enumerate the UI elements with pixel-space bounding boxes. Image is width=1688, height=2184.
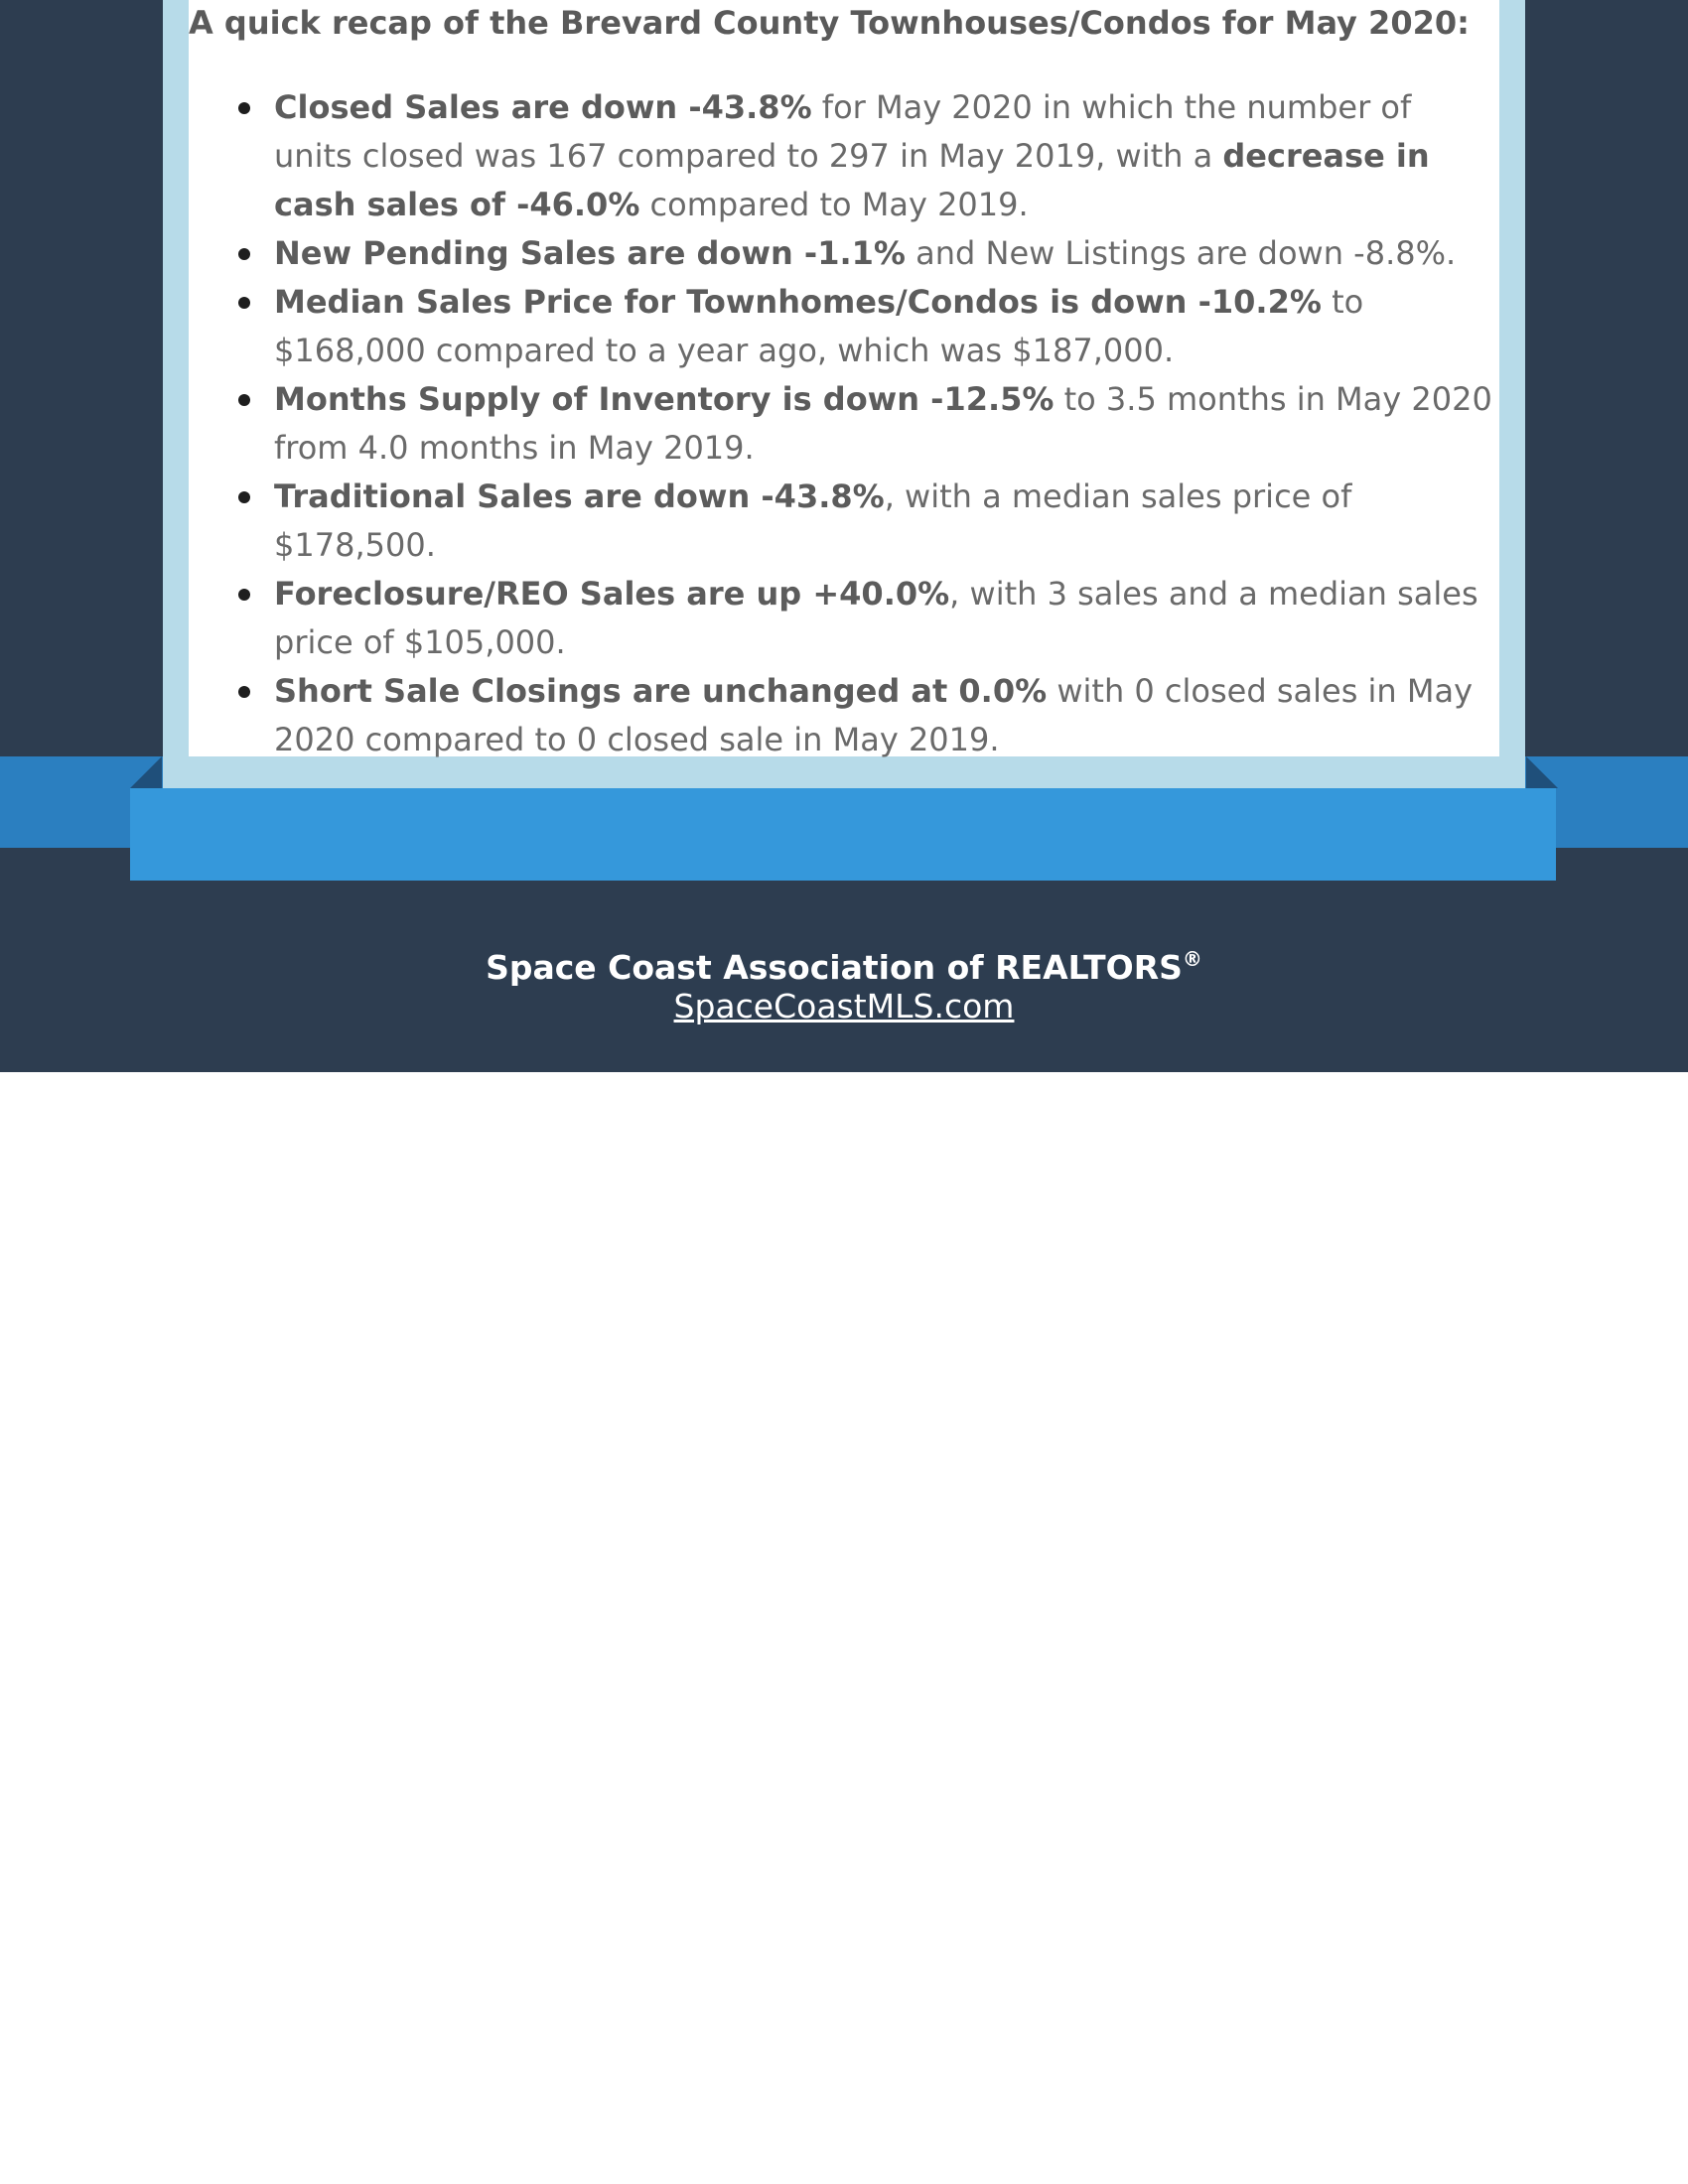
bullet-dot-icon <box>238 491 250 503</box>
footer-org-name <box>0 937 1688 990</box>
ribbon-fold-left <box>130 756 162 788</box>
body-text: , with a median sales price of $178,500. <box>274 478 1352 564</box>
highlight-text: Median Sales Price for Townhomes/Condos is down -10.2% <box>274 283 1322 321</box>
body-text: to $168,000 compared to a year ago, which was $187,000. <box>274 283 1364 369</box>
recap-bullet-item <box>232 278 1498 375</box>
bullet-dot-icon <box>238 248 250 260</box>
website-link[interactable]: SpaceCoastMLS.com <box>673 987 1015 1025</box>
recap-bullet-item <box>232 375 1498 473</box>
body-text: and New Listings are down -8.8%. <box>905 234 1457 272</box>
body-text: to 3.5 months in May 2020 from 4.0 months in May 2019. <box>274 380 1492 467</box>
recap-bullet-item <box>232 473 1498 570</box>
bullet-dot-icon <box>238 297 250 309</box>
highlight-text: Foreclosure/REO Sales are up +40.0% <box>274 575 950 613</box>
ribbon-banner <box>130 788 1556 881</box>
highlight-text: Short Sale Closings are unchanged at 0.0% <box>274 672 1048 710</box>
bullet-dot-icon <box>238 102 250 114</box>
body-text: with 0 closed sales in May 2020 compared to 0 closed sale in May 2019. <box>274 672 1474 758</box>
highlight-text: Traditional Sales are down -43.8% <box>274 478 885 515</box>
org-name-text: Space Coast Association of REALTORS <box>486 948 1183 987</box>
recap-list <box>232 83 1498 764</box>
highlight-text: Months Supply of Inventory is down -12.5% <box>274 380 1055 418</box>
registered-mark: ® <box>1182 947 1202 971</box>
ribbon-fold-right <box>1526 756 1558 788</box>
body-text: , with 3 sales and a median sales price of $105,000. <box>274 575 1478 661</box>
recap-bullet-item <box>232 667 1498 764</box>
bullet-dot-icon <box>238 589 250 601</box>
recap-bullet-item <box>232 83 1498 229</box>
recap-title: A quick recap of the Brevard County Townhouses/Condos for May 2020: <box>189 4 1470 42</box>
body-text: compared to May 2019. <box>639 186 1029 223</box>
highlight-text: decrease in cash sales of -46.0% <box>274 137 1430 223</box>
highlight-text: Closed Sales are down -43.8% <box>274 88 812 126</box>
recap-bullet-item <box>232 570 1498 667</box>
highlight-text: New Pending Sales are down -1.1% <box>274 234 906 272</box>
bullet-dot-icon <box>238 686 250 698</box>
recap-bullet-item <box>232 229 1498 278</box>
body-text: for May 2020 in which the number of units closed was 167 compared to 297 in May 2019, with a <box>274 88 1412 175</box>
bullet-dot-icon <box>238 394 250 406</box>
